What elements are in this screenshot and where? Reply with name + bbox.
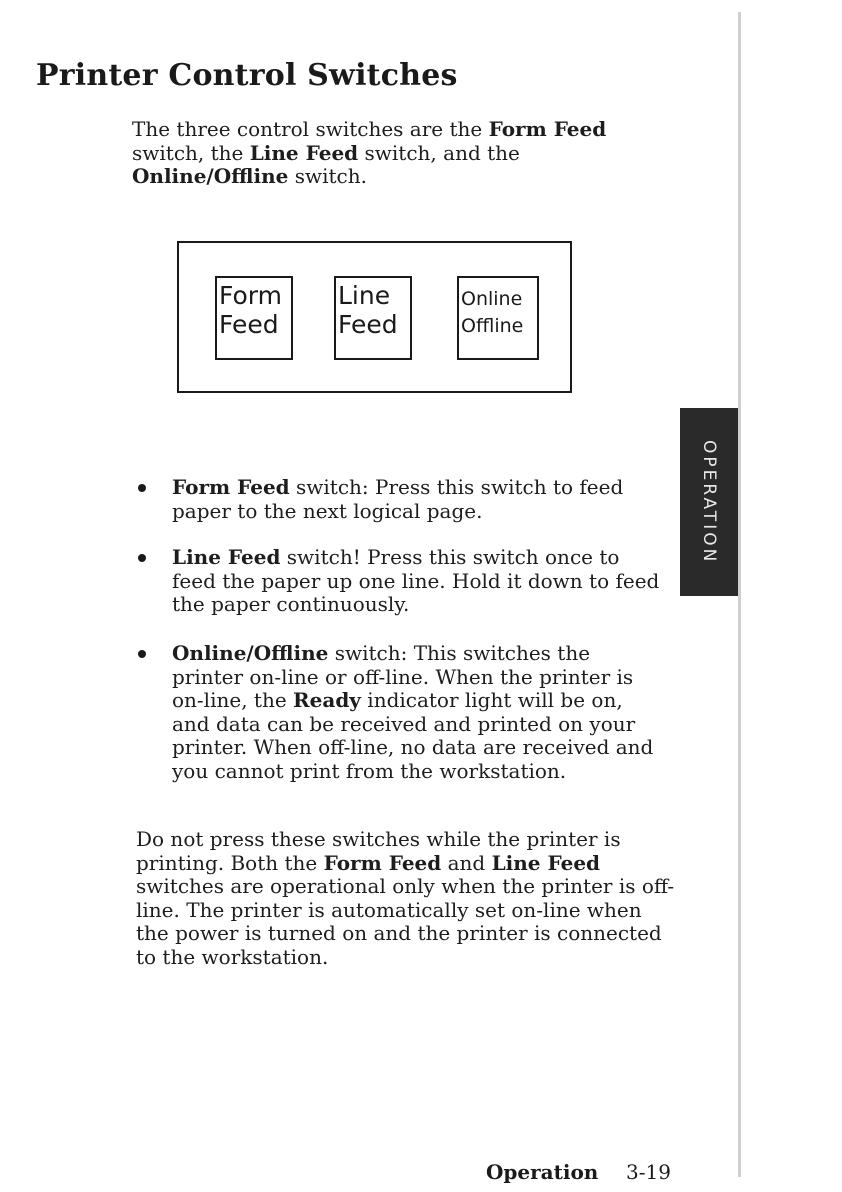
intro-text-4: switch. [288, 164, 367, 188]
closing-text-3: switches are operational only when the printer is off-line. The printer is automatically set on-line when the power is turned on and the printer is connected to the workstation. [136, 874, 675, 969]
form-feed-switch-label-2: Feed [219, 309, 279, 339]
closing-text-1: Do not press these switches while the printer is printing. Both the [136, 827, 621, 875]
online-offline-switch-label-2: Offline [461, 314, 524, 337]
footer-page-number: 3-19 [626, 1160, 671, 1184]
intro-text-2: switch, the [132, 140, 250, 165]
bullet-bold-ready: Ready [293, 688, 361, 712]
intro-bold-form-feed: Form Feed [488, 117, 607, 141]
page-footer [486, 1160, 671, 1184]
closing-paragraph [136, 828, 676, 969]
intro-paragraph [132, 118, 672, 189]
section-tab [680, 408, 738, 596]
intro-text-3: switch, and the [358, 140, 520, 165]
bullet-dot [138, 650, 146, 658]
section-tab-label: OPERATION [699, 439, 719, 565]
bullet-description: switch! Press this switch once to feed the paper up one line. Hold it down to feed the paper continuously. [172, 545, 660, 616]
bullet-text [172, 476, 662, 523]
closing-text-2: and [441, 850, 492, 875]
online-offline-switch [457, 276, 539, 360]
closing-bold-line-feed: Line Feed [491, 850, 601, 875]
intro-bold-online-offline: Online/Offline [132, 164, 289, 188]
bullet-bold-term: Form Feed [172, 475, 290, 499]
page-title: Printer Control Switches [36, 58, 458, 93]
bullet-dot [138, 554, 146, 562]
control-switch-panel-illustration [177, 241, 572, 393]
bullet-description-part-1: switch: This switches the printer on-line or off-line. When the printer is on-line, the [172, 641, 634, 712]
bullet-bold-term: Online/Offline [172, 641, 329, 665]
form-feed-switch-label-1: Form [219, 281, 282, 310]
bullet-dot [138, 484, 146, 492]
line-feed-switch-label-2: Feed [338, 309, 398, 339]
closing-bold-form-feed: Form Feed [323, 850, 442, 875]
footer-section-name: Operation [486, 1160, 599, 1184]
bullet-text [172, 546, 662, 617]
online-offline-switch-label-1: Online [461, 288, 523, 310]
intro-bold-line-feed: Line Feed [249, 140, 359, 165]
form-feed-switch [215, 276, 293, 360]
line-feed-switch [334, 276, 412, 360]
line-feed-switch-label-1: Line [338, 281, 391, 310]
intro-text-1: The three control switches are the [132, 117, 489, 141]
page-edge-line [738, 12, 741, 1177]
bullet-description: switch: Press this switch to feed paper to the next logical page. [172, 475, 624, 523]
bullet-text [172, 642, 662, 783]
bullet-description-part-2: indicator light will be on, and data can be received and printed on your printer. When off-line, no data are received and you cannot print from the workstation. [172, 688, 654, 783]
bullet-bold-term: Line Feed [172, 545, 281, 569]
